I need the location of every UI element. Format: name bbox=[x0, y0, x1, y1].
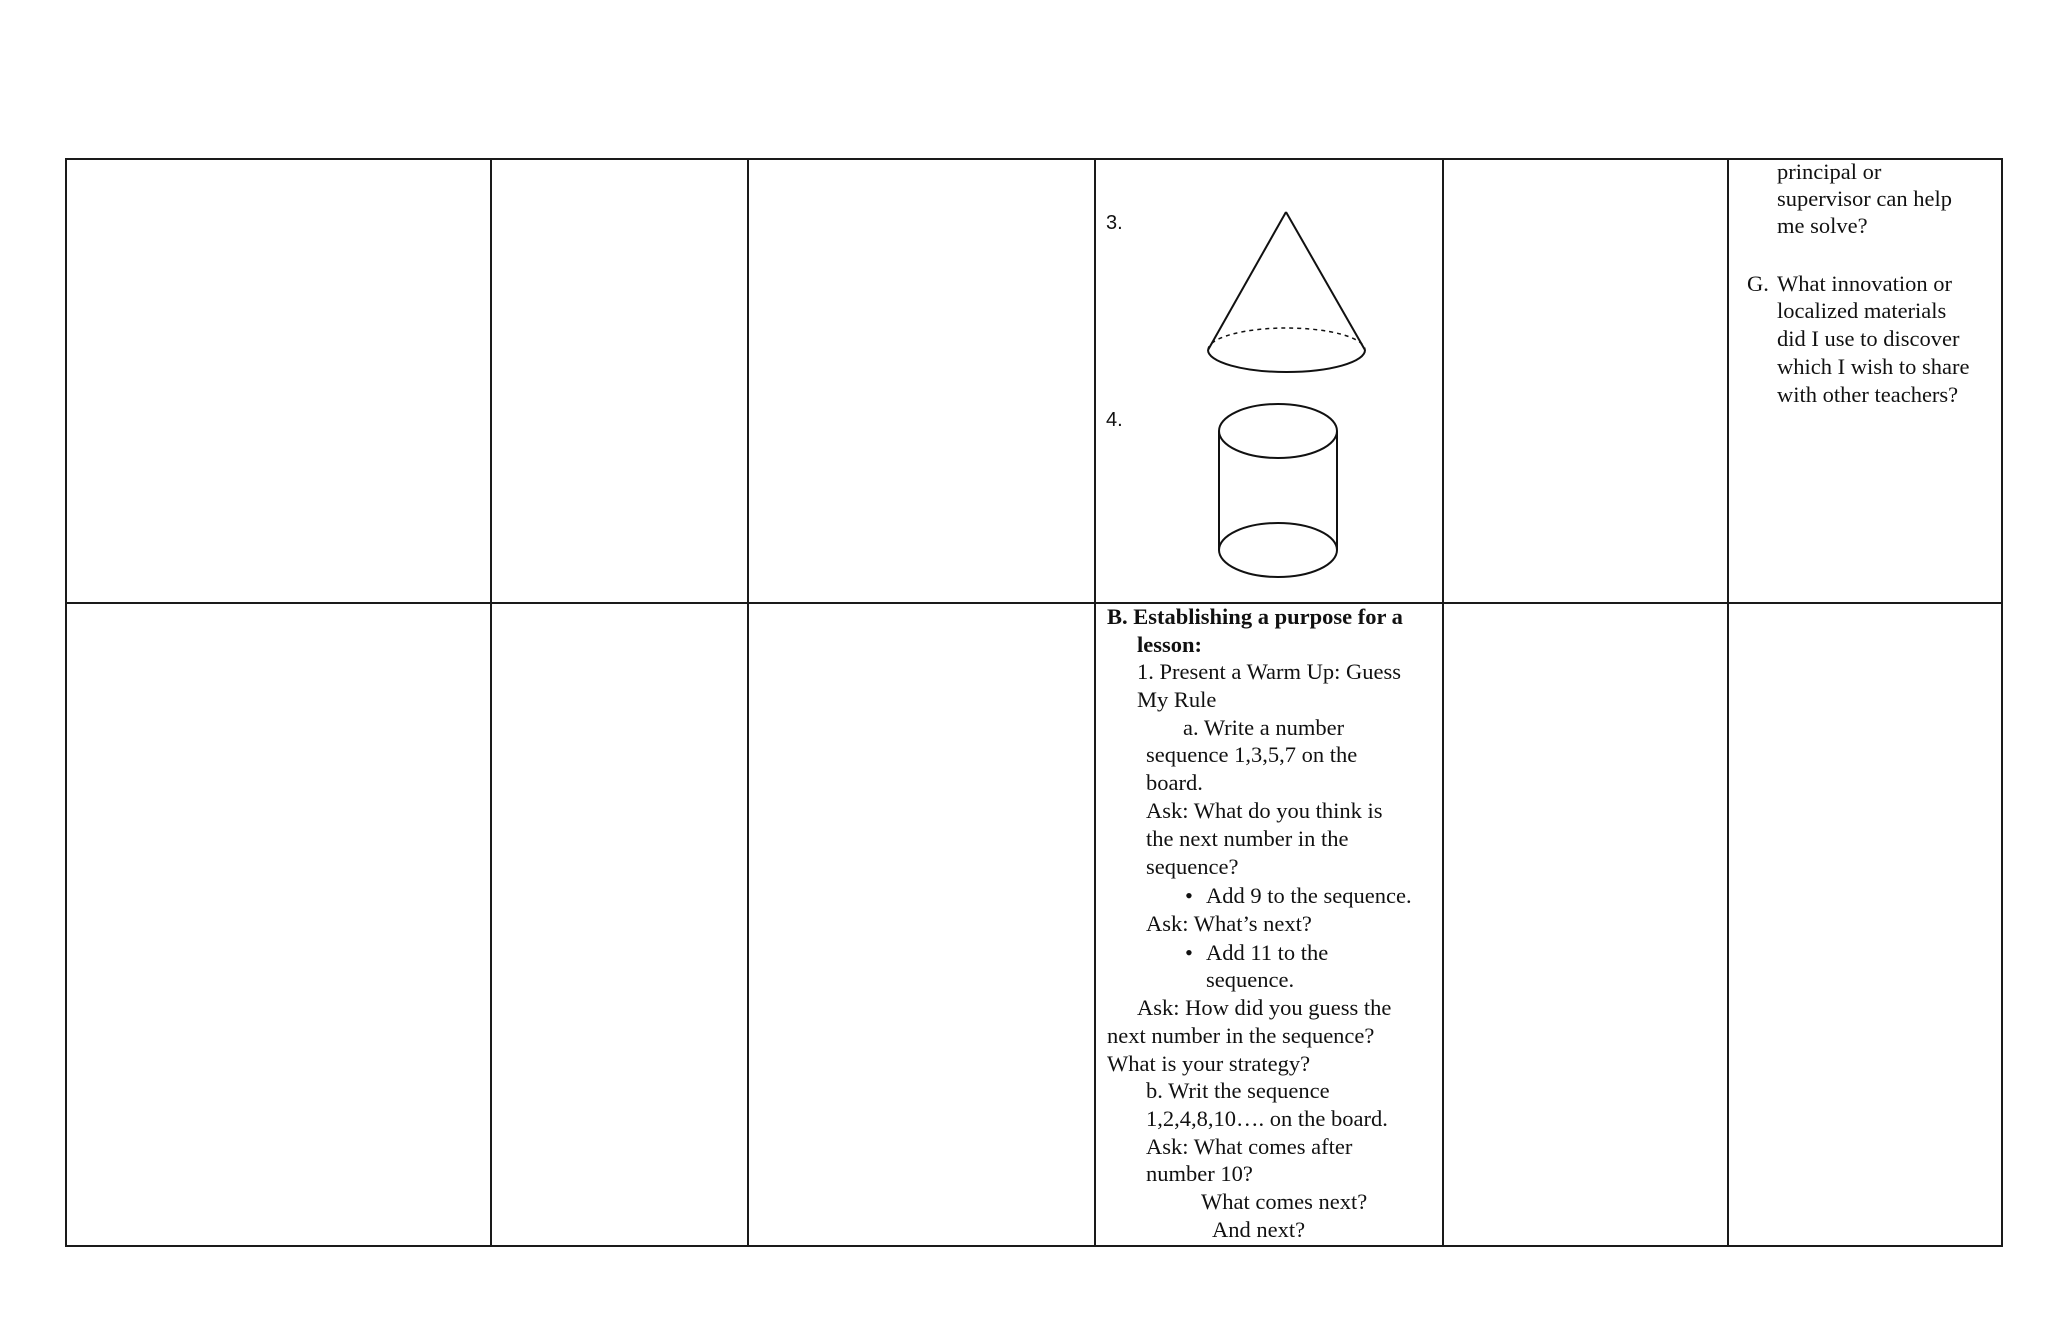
reflection-g-line-1: What innovation or bbox=[1777, 271, 1952, 296]
column-divider-5 bbox=[1727, 158, 1729, 1247]
section-b-line: the next number in the bbox=[1146, 826, 1349, 851]
section-b-line: 1,2,4,8,10…. on the board. bbox=[1146, 1106, 1388, 1131]
reflection-g-line-4: which I wish to share bbox=[1777, 354, 1970, 379]
section-b-line: a. Write a number bbox=[1183, 715, 1345, 740]
reflection-f-line-3: me solve? bbox=[1777, 213, 1868, 238]
section-b-line: number 10? bbox=[1146, 1161, 1253, 1186]
section-b-line: My Rule bbox=[1137, 687, 1217, 712]
column-divider-4 bbox=[1442, 158, 1444, 1247]
reflection-g-line-5: with other teachers? bbox=[1777, 382, 1959, 407]
section-b-bullet-line: sequence. bbox=[1206, 967, 1295, 992]
section-b-line: Ask: How did you guess the bbox=[1137, 995, 1392, 1020]
reflection-f-line-2: supervisor can help bbox=[1777, 186, 1952, 211]
section-b-bullet-line: Add 9 to the sequence. bbox=[1206, 883, 1412, 908]
cylinder-icon bbox=[1216, 402, 1341, 582]
section-b-heading-line-2: lesson: bbox=[1137, 632, 1203, 657]
table-border-right bbox=[2001, 158, 2003, 1247]
section-b-line: board. bbox=[1146, 770, 1203, 795]
reflection-f-line-1: principal or bbox=[1777, 159, 1882, 184]
reflection-g-line-3: did I use to discover bbox=[1777, 326, 1960, 351]
figure-4-label: 4. bbox=[1106, 409, 1123, 431]
section-b-line: next number in the sequence? bbox=[1107, 1023, 1375, 1048]
section-b-line: And next? bbox=[1212, 1217, 1306, 1242]
section-b-line: Ask: What’s next? bbox=[1146, 911, 1312, 936]
section-b-line: b. Writ the sequence bbox=[1146, 1078, 1330, 1103]
cone-icon bbox=[1200, 210, 1370, 380]
section-b-line: What is your strategy? bbox=[1107, 1051, 1311, 1076]
section-b-heading-line-1: B. Establishing a purpose for a bbox=[1107, 604, 1403, 629]
figure-3-label: 3. bbox=[1106, 212, 1123, 234]
lesson-plan-table bbox=[65, 158, 2003, 1247]
section-b-line: What comes next? bbox=[1201, 1189, 1368, 1214]
reflection-g-line-2: localized materials bbox=[1777, 298, 1947, 323]
column-divider-3 bbox=[1094, 158, 1096, 1247]
column-divider-2 bbox=[747, 158, 749, 1247]
bullet-icon: • bbox=[1185, 940, 1193, 965]
column-divider-1 bbox=[490, 158, 492, 1247]
bullet-icon: • bbox=[1185, 883, 1193, 908]
section-b-line: sequence 1,3,5,7 on the bbox=[1146, 742, 1358, 767]
section-b-bullet-line: Add 11 to the bbox=[1206, 940, 1329, 965]
section-b-line: 1. Present a Warm Up: Guess bbox=[1137, 659, 1401, 684]
table-border-top bbox=[65, 158, 2003, 160]
table-border-bottom bbox=[65, 1245, 2003, 1247]
section-b-line: Ask: What comes after bbox=[1146, 1134, 1353, 1159]
row-divider bbox=[65, 602, 2003, 604]
section-b-line: Ask: What do you think is bbox=[1146, 798, 1383, 823]
table-border-left bbox=[65, 158, 67, 1247]
section-b-line: sequence? bbox=[1146, 854, 1239, 879]
reflection-g-marker: G. bbox=[1747, 271, 1769, 296]
